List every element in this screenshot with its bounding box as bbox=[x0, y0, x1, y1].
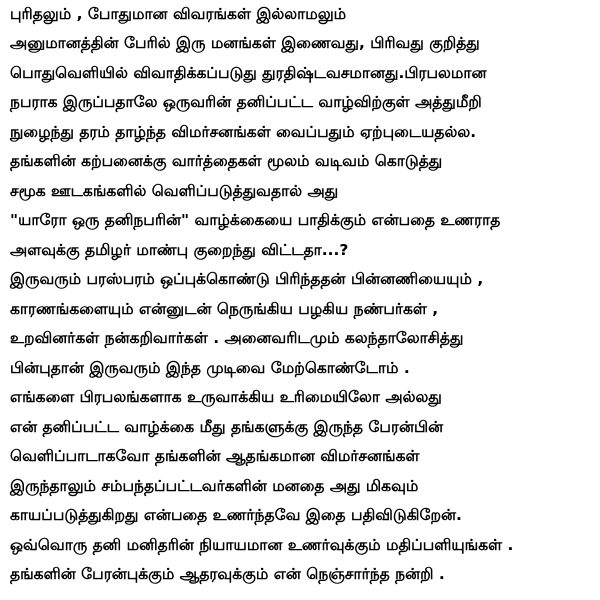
text-line: காயப்படுத்துகிறது என்பதை உணர்ந்தவே இதை பதிவிடுகிறேன். bbox=[10, 506, 462, 524]
text-line: ஒவ்வொரு தனி மனிதரின் நியாயமான உணர்வுக்கும் மதிப்பளியுங்கள் . bbox=[10, 536, 514, 554]
text-line: வெளிப்பாடாகவோ தங்களின் ஆதங்கமான விமர்சனங்கள் bbox=[10, 447, 420, 465]
text-line: அளவுக்கு தமிழர் மாண்பு குறைந்து விட்டதா...? bbox=[10, 241, 349, 259]
text-line: காரணங்களையும் என்னுடன் நெருங்கிய பழகிய நண்பர்கள் , bbox=[10, 300, 439, 318]
text-line: பொதுவெளியில் விவாதிக்கப்படுது துரதிஷ்டவசமானது.பிரபலமான bbox=[10, 64, 487, 82]
text-line: தங்களின் கற்பனைக்கு வார்த்தைகள் மூலம் வடிவம் கொடுத்து bbox=[10, 152, 443, 170]
text-line: பின்புதான் இருவரும் இந்த முடிவை மேற்கொண்டோம் . bbox=[10, 359, 410, 377]
text-line: நுழைந்து தரம் தாழ்ந்த விமர்சனங்கள் வைப்பதும் ஏற்புடையதல்ல. bbox=[10, 123, 477, 141]
text-line: எங்களை பிரபலங்களாக உருவாக்கிய உரிமையிலோ அல்லது bbox=[10, 388, 442, 406]
text-line: உறவினர்கள் நன்கறிவார்கள் . அனைவரிடமும் கலந்தாலோசித்து bbox=[10, 329, 464, 347]
statement-text bbox=[10, 2, 594, 598]
text-line: சமூக ஊடகங்களில் வெளிப்படுத்துவதால் அது bbox=[10, 182, 339, 200]
text-line: தங்களின் பேரன்புக்கும் ஆதரவுக்கும் என் நெஞ்சார்ந்த நன்றி . bbox=[10, 565, 445, 583]
text-line: புரிதலும் , போதுமான விவரங்கள் இல்லாமலும் bbox=[10, 5, 347, 23]
text-line: இருந்தாலும் சம்பந்தப்பட்டவர்களின் மனதை அது மிகவும் bbox=[10, 477, 419, 495]
text-line: இருவரும் பரஸ்பரம் ஒப்புக்கொண்டு பிரிந்ததன் பின்னணியையும் , bbox=[10, 270, 484, 288]
text-line: நபராக இருப்பதாலே ஒருவரின் தனிப்பட்ட வாழ்விற்குள் அத்துமீறி bbox=[10, 93, 482, 111]
text-line: "யாரோ ஒரு தனிநபரின்" வாழ்க்கையை பாதிக்கும் என்பதை உணராத bbox=[10, 211, 501, 229]
text-line: என் தனிப்பட்ட வாழ்க்கை மீது தங்களுக்கு இருந்த பேரன்பின் bbox=[10, 418, 444, 436]
text-line: அனுமானத்தின் பேரில் இரு மனங்கள் இணைவது, பிரிவது குறித்து bbox=[10, 34, 480, 52]
